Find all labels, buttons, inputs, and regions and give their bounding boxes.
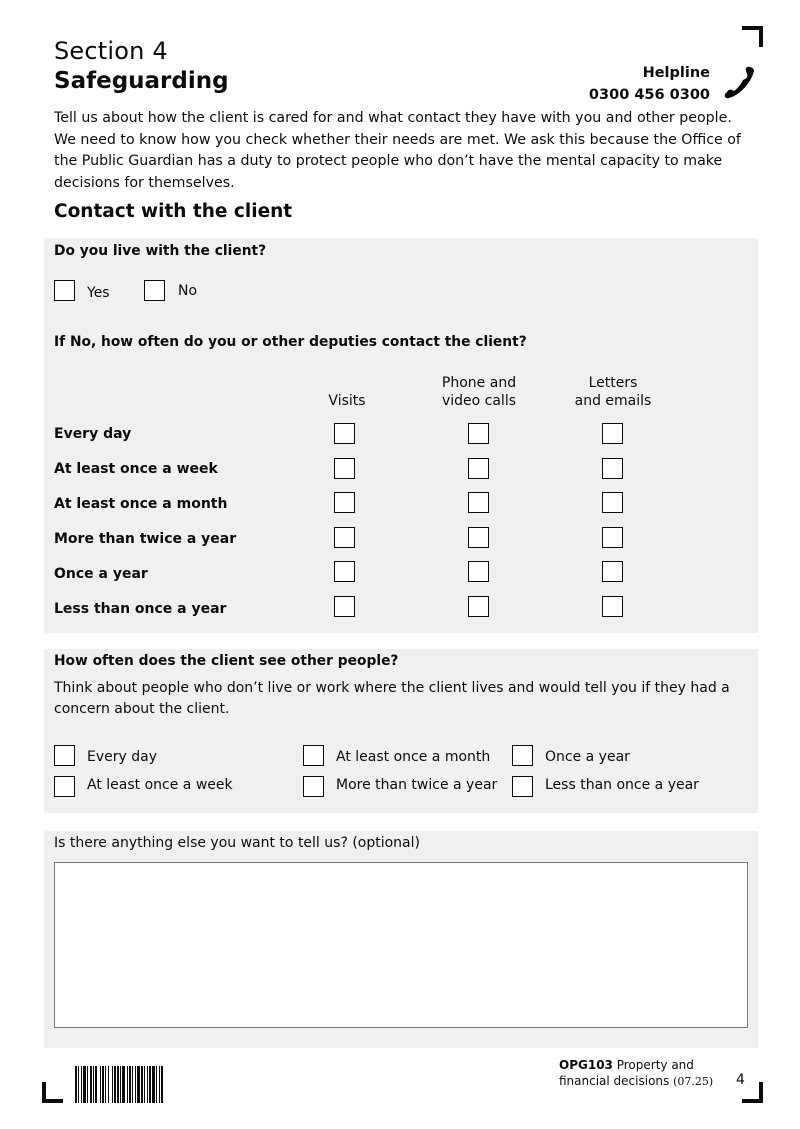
every-day-visits-checkbox[interactable]	[334, 423, 355, 444]
intro-text: Tell us about how the client is cared for and what contact they have with you and other people. We need to know how you check whether their needs are met. We ask this because the Office of the Public Guardian has a duty to protect people who don’t have the mental capacity to make decisions for themselves.	[54, 110, 741, 191]
once-a-week-visits-checkbox[interactable]	[334, 458, 355, 479]
less-than-yearly-phone-checkbox[interactable]	[468, 596, 489, 617]
see-once-a-month-label: At least once a month	[336, 749, 491, 765]
footer-form-code: OPG103	[559, 1058, 613, 1072]
every-day-phone-checkbox[interactable]	[468, 423, 489, 444]
see-every-day-label: Every day	[87, 749, 157, 765]
column-header-phone	[426, 374, 532, 410]
footer-version: (07.25)	[673, 1075, 714, 1088]
twice-a-year-letters-checkbox[interactable]	[602, 527, 623, 548]
column-header-letters-line2: and emails	[574, 393, 652, 409]
see-every-day-checkbox[interactable]	[54, 745, 75, 766]
column-header-letters	[560, 374, 666, 410]
see-twice-a-year-label: More than twice a year	[336, 777, 498, 793]
live-with-yes-checkbox[interactable]	[54, 280, 75, 301]
footer-form-name-2: financial decisions	[559, 1074, 674, 1088]
crop-mark-bottom-left-v	[42, 1082, 46, 1103]
anything-else-textarea[interactable]	[54, 862, 748, 1028]
once-a-week-phone-checkbox[interactable]	[468, 458, 489, 479]
phone-icon	[720, 63, 758, 101]
column-header-letters-line1: Letters	[588, 375, 638, 391]
column-header-visits-line2: Visits	[328, 393, 366, 409]
column-header-phone-line1: Phone and	[441, 375, 517, 391]
column-header-phone-line2: video calls	[441, 393, 517, 409]
helpline	[589, 62, 710, 106]
twice-a-year-visits-checkbox[interactable]	[334, 527, 355, 548]
anything-else-label: Is there anything else you want to tell us? (optional)	[54, 835, 420, 851]
see-less-than-once-a-year-label: Less than once a year	[545, 777, 699, 793]
contact-heading: Contact with the client	[54, 201, 293, 222]
helpline-number: 0300 456 0300	[588, 87, 710, 103]
page-number: 4	[736, 1072, 745, 1088]
see-once-a-year-label: Once a year	[545, 749, 630, 765]
live-with-yes-label: Yes	[87, 285, 110, 301]
crop-mark-bottom-right-v	[759, 1082, 763, 1103]
row-label-twice-a-year: More than twice a year	[54, 531, 237, 547]
live-with-question: Do you live with the client?	[54, 243, 267, 259]
row-label-every-day: Every day	[54, 426, 132, 442]
once-a-year-visits-checkbox[interactable]	[334, 561, 355, 582]
see-once-a-week-checkbox[interactable]	[54, 776, 75, 797]
see-others-hint: Think about people who don’t live or work where the client lives and would tell you if they had a concern about the client.	[54, 680, 730, 717]
see-once-a-week-label: At least once a week	[87, 777, 233, 793]
row-label-less-than-once-a-year: Less than once a year	[54, 601, 227, 617]
see-once-a-month-checkbox[interactable]	[303, 745, 324, 766]
contact-freq-question: If No, how often do you or other deputies contact the client?	[54, 334, 527, 350]
see-less-than-once-a-year-checkbox[interactable]	[512, 776, 533, 797]
see-twice-a-year-checkbox[interactable]	[303, 776, 324, 797]
helpline-label: Helpline	[642, 65, 710, 81]
live-with-no-label: No	[178, 283, 198, 299]
once-a-month-phone-checkbox[interactable]	[468, 492, 489, 513]
section-number: Section 4	[54, 37, 168, 65]
row-label-once-a-year: Once a year	[54, 566, 148, 582]
see-once-a-year-checkbox[interactable]	[512, 745, 533, 766]
less-than-yearly-visits-checkbox[interactable]	[334, 596, 355, 617]
once-a-year-letters-checkbox[interactable]	[602, 561, 623, 582]
once-a-month-letters-checkbox[interactable]	[602, 492, 623, 513]
column-header-visits-line1	[300, 374, 394, 392]
column-header-visits	[300, 374, 394, 410]
footer-form-name-1: Property and	[612, 1058, 694, 1072]
live-with-no-checkbox[interactable]	[144, 280, 165, 301]
row-label-once-a-month: At least once a month	[54, 496, 228, 512]
section-title: Safeguarding	[54, 68, 229, 94]
row-label-once-a-week: At least once a week	[54, 461, 218, 477]
see-others-question: How often does the client see other people?	[54, 653, 399, 669]
once-a-month-visits-checkbox[interactable]	[334, 492, 355, 513]
once-a-year-phone-checkbox[interactable]	[468, 561, 489, 582]
barcode	[75, 1066, 190, 1103]
twice-a-year-phone-checkbox[interactable]	[468, 527, 489, 548]
less-than-yearly-letters-checkbox[interactable]	[602, 596, 623, 617]
every-day-letters-checkbox[interactable]	[602, 423, 623, 444]
crop-mark-top-right-v	[759, 26, 763, 47]
once-a-week-letters-checkbox[interactable]	[602, 458, 623, 479]
footer-form-info	[559, 1057, 713, 1090]
